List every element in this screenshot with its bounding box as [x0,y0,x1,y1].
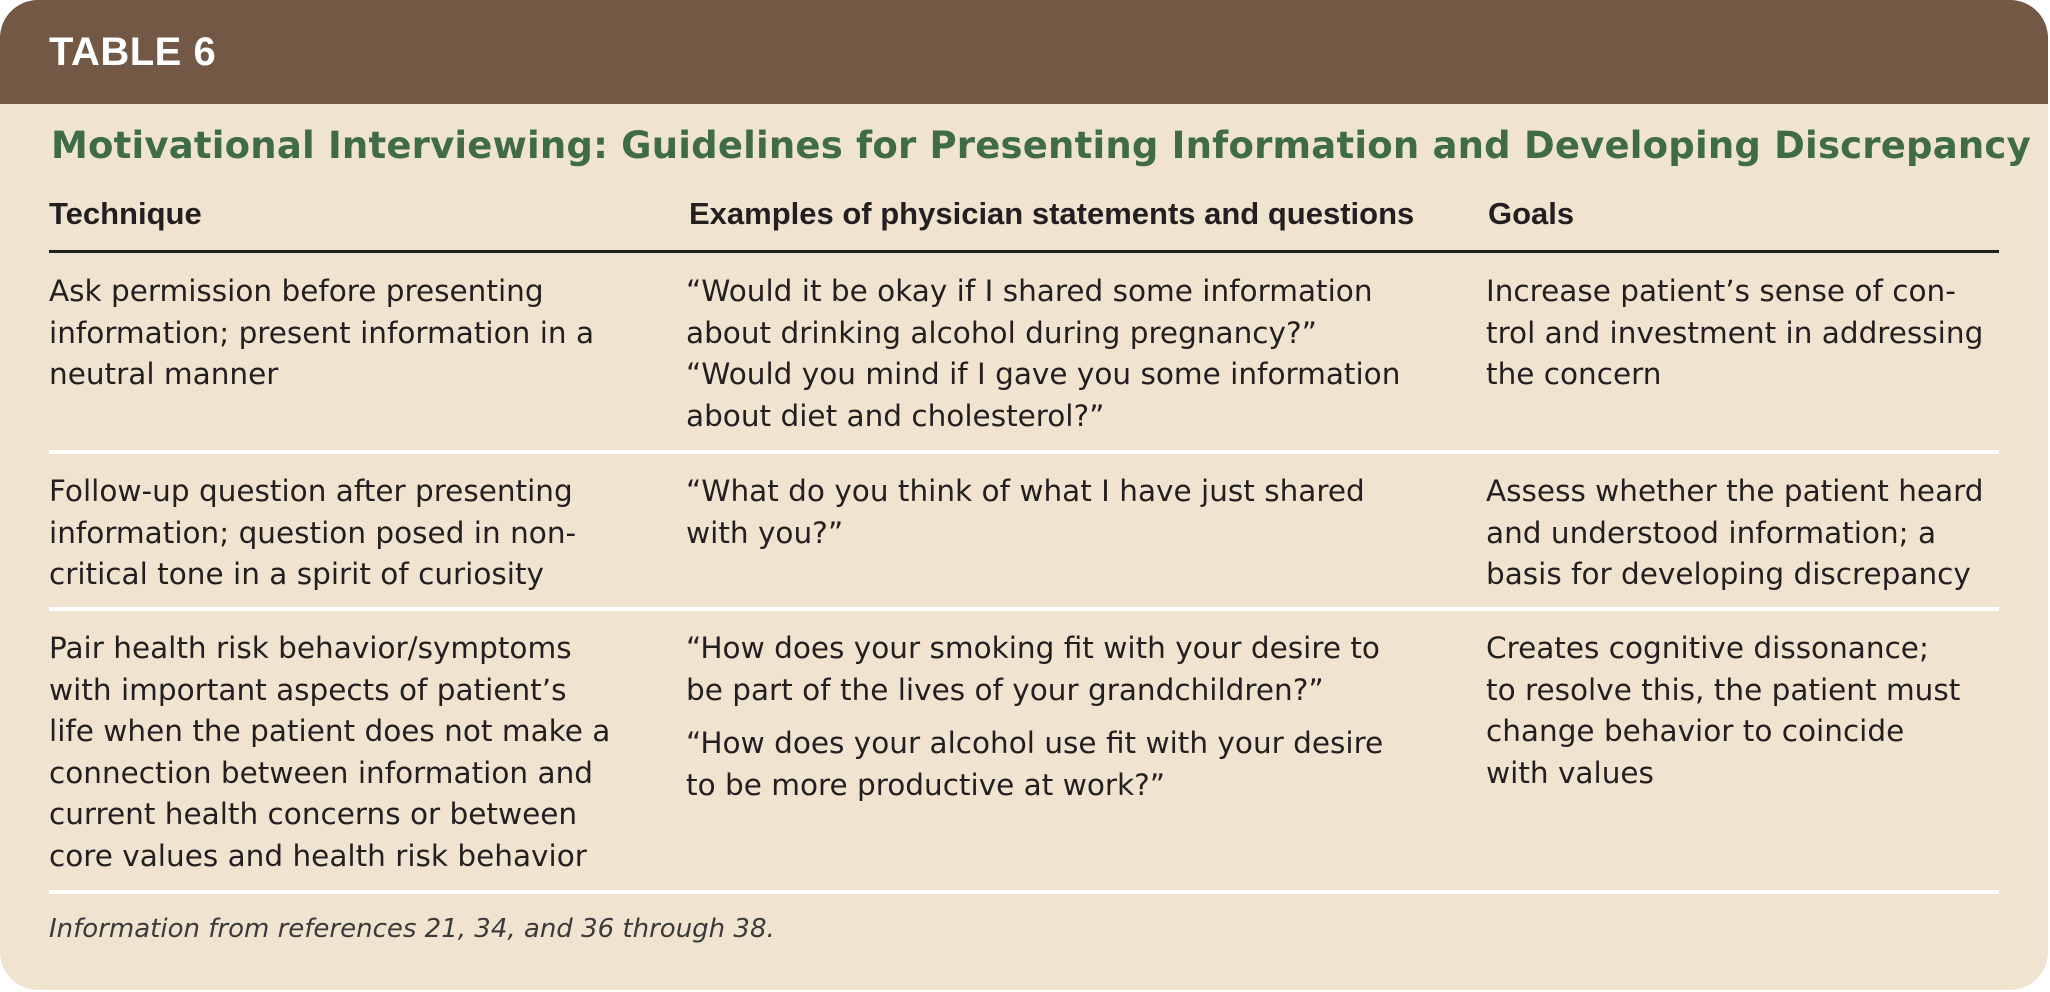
text-line: with you?” [686,515,844,550]
text-line: with values [1486,755,1654,790]
text-line: information; question posed in non- [49,515,577,550]
text-line: be part of the lives of your grandchildren?” [686,672,1324,707]
row-divider [49,607,1999,611]
text-line: change behavior to coincide [1486,714,1905,748]
text-line: core values and health risk behavior [49,838,587,873]
row-2-goals [1486,471,1983,596]
text-line: trol and investment in addressing [1486,315,1984,350]
text-line: “How does your smoking fit with your desire to [686,631,1380,665]
table-footnote: Information from references 21, 34, and 36 through 38. [49,914,775,944]
text-line: “How does your alcohol use fit with your desire [686,726,1384,760]
text-line: current health concerns or between [49,797,578,831]
text-line: Creates cognitive dissonance; [1486,631,1929,665]
text-line: life when the patient does not make a [49,714,611,748]
table-banner [0,0,2048,104]
text-line: “Would it be okay if I shared some information [686,274,1373,308]
text-line: with important aspects of patient’s [49,672,567,707]
row-2-technique [49,471,576,596]
column-header-examples: Examples of physician statements and questions [689,196,1415,231]
text-line: Pair health risk behavior/symptoms [49,631,572,665]
text-line: basis for developing discrepancy [1486,557,1971,591]
text-line: Assess whether the patient heard [1486,474,1984,508]
row-1-technique [49,271,594,396]
row-divider [49,450,1999,454]
table-number: TABLE 6 [49,30,217,74]
text-line: critical tone in a spirit of curiosity [49,557,544,591]
paragraph-gap [686,711,1383,723]
text-line: to resolve this, the patient must [1486,672,1961,707]
text-line: “Would you mind if I gave you some information [686,357,1401,391]
text-line: connection between information and [49,755,593,790]
row-1-examples [686,271,1400,437]
row-3-goals [1486,628,1960,794]
row-3-examples [686,628,1383,806]
text-line: the concern [1486,357,1662,391]
header-rule [49,250,1999,253]
column-header-goals: Goals [1488,196,1575,231]
text-line: Ask permission before presenting [49,274,544,308]
text-line: information; present information in a [49,315,595,350]
text-line: about drinking alcohol during pregnancy?” [686,315,1317,350]
text-line: Increase patient’s sense of con- [1486,274,1956,308]
column-header-technique: Technique [49,196,202,231]
text-line: “What do you think of what I have just shared [686,474,1365,508]
row-3-technique [49,628,610,877]
text-line: Follow-up question after presenting [49,474,573,508]
text-line: about diet and cholesterol?” [686,398,1105,433]
row-1-goals [1486,271,1983,396]
table-bottom-rule [49,890,1999,894]
text-line: neutral manner [49,357,279,391]
text-line: and understood information; a [1486,515,1937,550]
text-line: to be more productive at work?” [686,767,1166,802]
table-title: Motivational Interviewing: Guidelines for Presenting Information and Developing Discrepancy [51,124,2031,167]
row-2-examples [686,471,1365,554]
